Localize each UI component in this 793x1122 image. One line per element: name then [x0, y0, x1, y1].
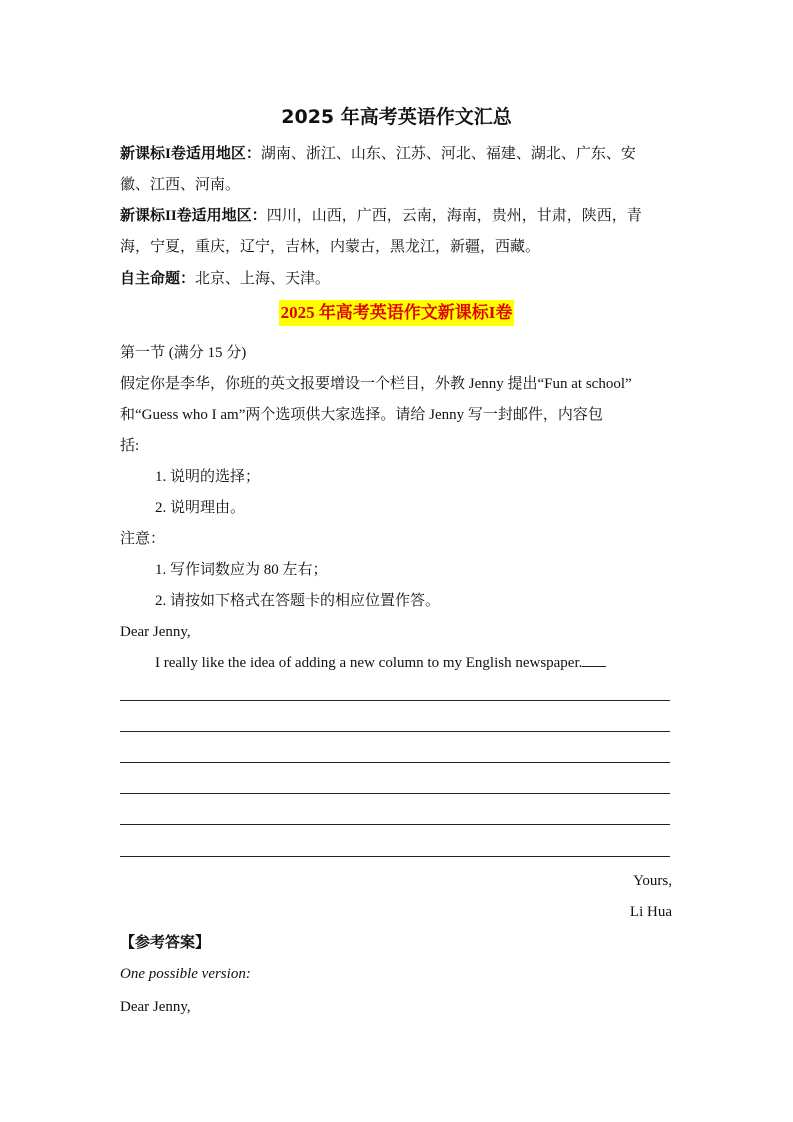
letter-closing: Yours, — [633, 873, 672, 889]
region-text: 四川，山西，广西，云南，海南，贵州，甘肃，陕西，青 — [266, 208, 642, 224]
answer-line — [120, 700, 670, 701]
prompt-line: 假定你是李华，你班的英文报要增设一个栏目，外教 Jenny 提出“Fun at school” — [120, 376, 632, 392]
region-label: 自主命题： — [120, 271, 196, 287]
answer-line — [120, 731, 670, 732]
answer-version-label: One possible version: — [120, 966, 251, 982]
letter-signature: Li Hua — [629, 904, 672, 920]
region-line-3 — [120, 264, 672, 295]
answer-heading: 【参考答案】 — [120, 935, 211, 951]
note-item: 2. 请按如下格式在答题卡的相应位置作答。 — [155, 593, 441, 609]
letter-greeting: Dear Jenny, — [120, 624, 191, 640]
region-text: 北京、上海、天津。 — [195, 271, 331, 287]
letter-opening-line — [155, 648, 707, 679]
section-banner-row — [0, 300, 793, 326]
region-text: 湖南、浙江、山东、江苏、河北、福建、湖北、广东、安 — [260, 146, 636, 162]
region-label: 新课标II卷适用地区： — [120, 208, 267, 224]
page-title: 2025 年高考英语作文汇总 — [281, 106, 512, 128]
answer-line — [120, 824, 670, 825]
note-item: 1. 写作词数应为 80 左右； — [155, 562, 328, 578]
letter-opening: I really like the idea of adding a new column to my English newspaper. — [155, 655, 583, 671]
prompt-line: 和“Guess who I am”两个选项供大家选择。请给 Jenny 写一封邮件，内容包 — [120, 407, 603, 423]
region-line-1 — [120, 139, 672, 170]
answer-line — [120, 856, 670, 857]
answer-line — [120, 762, 670, 763]
prompt-line: 括: — [120, 438, 140, 454]
answer-blank — [582, 652, 606, 667]
answer-line — [120, 793, 670, 794]
answer-greeting: Dear Jenny, — [120, 999, 191, 1015]
region-label: 新课标I卷适用地区： — [120, 146, 261, 162]
content-item: 1. 说明的选择； — [155, 469, 261, 485]
section-banner: 2025 年高考英语作文新课标I卷 — [279, 300, 515, 326]
content-item: 2. 说明理由。 — [155, 500, 246, 516]
region-line-1-cont: 徽、江西、河南。 — [120, 177, 241, 193]
task-heading: 第一节 (满分 15 分) — [120, 345, 247, 361]
notes-label: 注意： — [120, 531, 166, 547]
region-line-2 — [120, 201, 672, 232]
region-line-2-cont: 海，宁夏，重庆，辽宁，吉林，内蒙古，黑龙江，新疆，西藏。 — [120, 239, 541, 255]
